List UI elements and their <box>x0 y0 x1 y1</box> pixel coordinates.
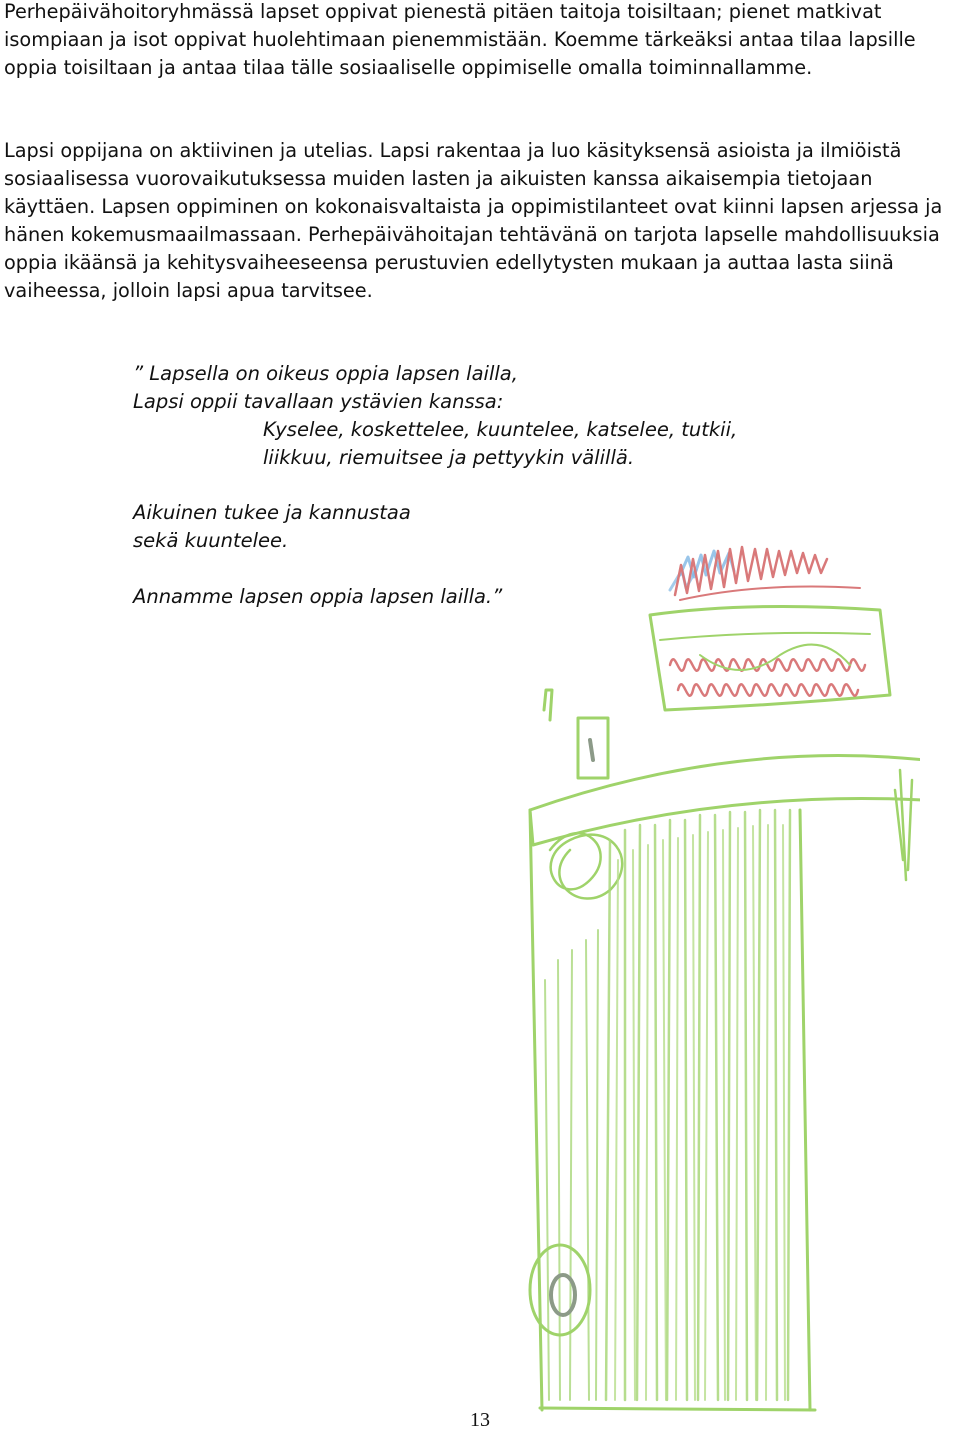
quote-line-2: Lapsi oppii tavallaan ystävien kanssa: <box>133 390 504 413</box>
child-crayon-drawing <box>500 480 920 1420</box>
page-number: 13 <box>470 1409 490 1431</box>
paragraph-group-learning: Perhepäivähoitoryhmässä lapset oppivat pienestä pitäen taitoja toisiltaan; pienet matkivat isompiaan ja isot oppivat huolehtimaan pienemmistään. Koemme tärkeäksi antaa tilaa lapsille oppia toisiltaan ja antaa tilaa tälle sosiaaliselle oppimiselle omalla toiminnallamme. <box>4 0 916 79</box>
quote-line-1: ” Lapsella on oikeus oppia lapsen lailla, <box>133 362 518 385</box>
quote-line-3: Kyselee, koskettelee, kuuntelee, katselee, tutkii, <box>263 418 738 441</box>
quote-line-7: Annamme lapsen oppia lapsen lailla.” <box>133 585 503 608</box>
paragraph-child-learner: Lapsi oppijana on aktiivinen ja utelias. Lapsi rakentaa ja luo käsityksensä asioista ja ilmiöistä sosiaalisessa vuorovaikutuksessa muiden lasten ja aikuisten kanssa aikaisempia tietojaan käyttäen. Lapsen oppiminen on kokonaisvaltaista ja oppimistilanteet ovat kiinni lapsen arjessa ja hänen kokemusmaailmassaan. Perhepäivähoitajan tehtävänä on tarjota lapselle mahdollisuuksia oppia ikäänsä ja kehitysvaiheeseensa perustuvien edellytysten mukaan ja auttaa lasta siinä vaiheessa, jolloin lapsi apua tarvitsee. <box>4 139 943 302</box>
quote-line-4: liikkuu, riemuitsee ja pettyykin välillä. <box>263 446 635 469</box>
quote-line-5: Aikuinen tukee ja kannustaa <box>133 501 411 524</box>
quote-line-6: sekä kuuntelee. <box>133 529 289 552</box>
